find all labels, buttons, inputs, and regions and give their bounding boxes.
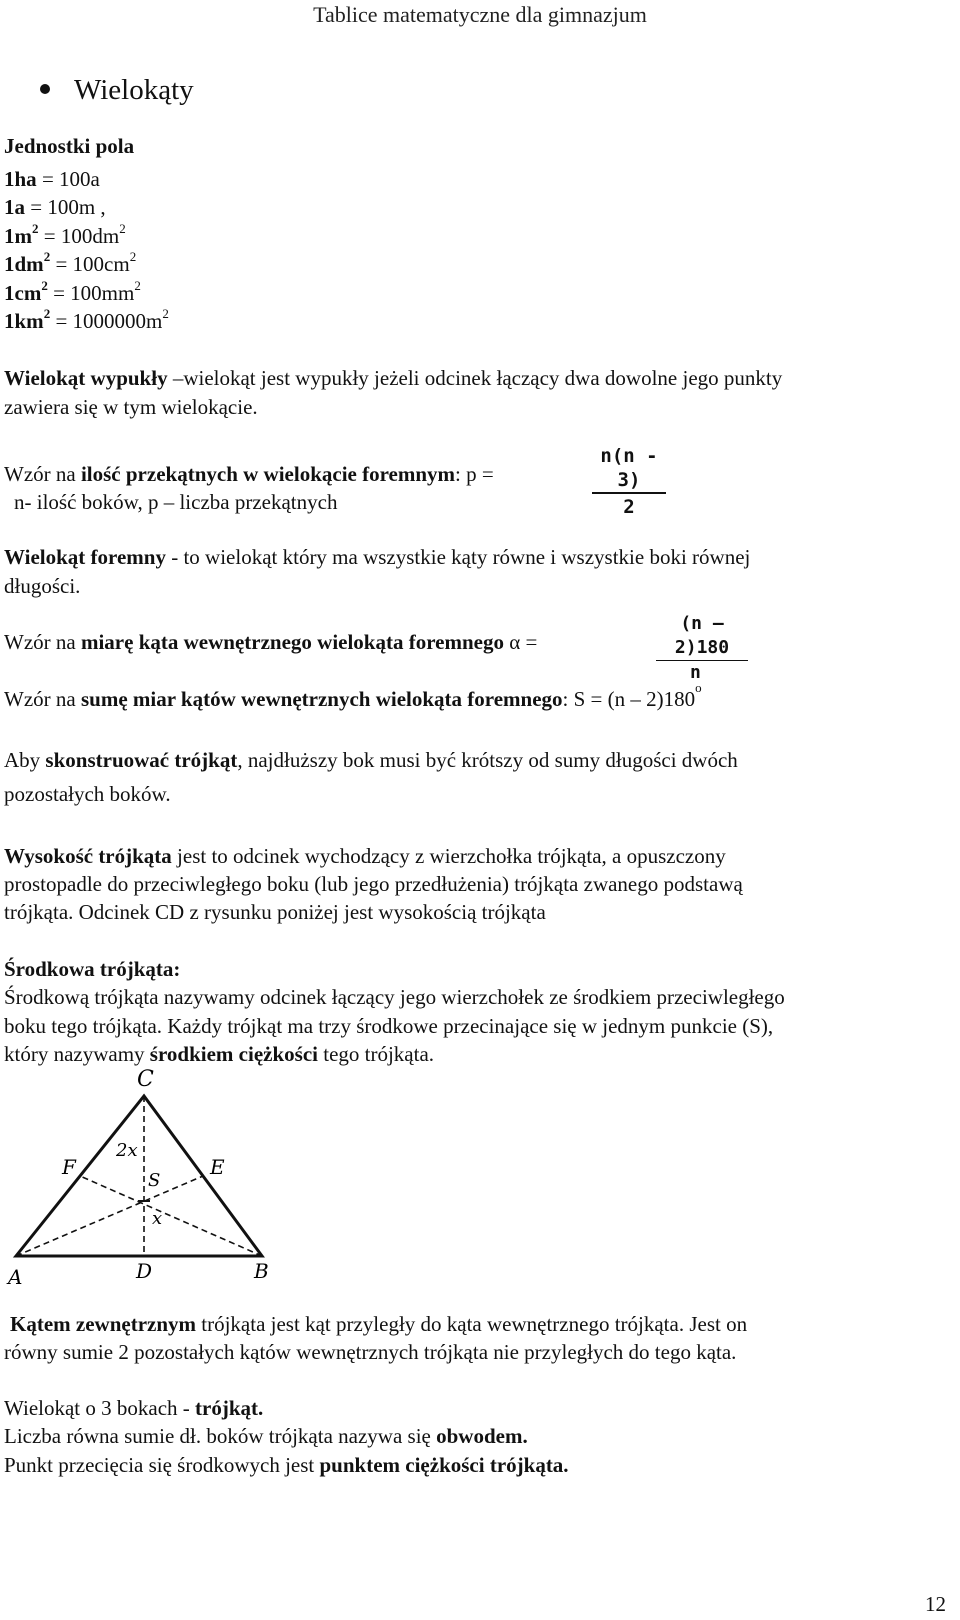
exterior-line2: równy sumie 2 pozostałych kątów wewnętrznych trójkąta nie przyległych do tego kąta. [4, 1340, 737, 1364]
final-line2: Liczba równa sumie dł. boków trójkąta nazywa się obwodem. [4, 1424, 528, 1448]
construct-line1: Aby skonstruować trójkąt, najdłuższy bok musi być krótszy od sumy długości dwóch [4, 748, 738, 772]
height-line1: Wysokość trójkąta jest to odcinek wychodzący z wierzchołka trójkąta, a opuszczony [4, 844, 726, 868]
label-b: B [254, 1259, 269, 1283]
regular-definition-line2: długości. [4, 574, 81, 598]
label-a: A [8, 1265, 23, 1289]
diagonals-numerator: n(n - 3) [592, 444, 666, 494]
median-ae [16, 1176, 203, 1256]
label-2x: 2x [116, 1140, 138, 1161]
final-line3: Punkt przecięcia się środkowych jest punktem ciężkości trójkąta. [4, 1453, 569, 1477]
height-line3: trójkąta. Odcinek CD z rysunku poniżej jest wysokością trójkąta [4, 900, 546, 924]
median-line2: boku tego trójkąta. Każdy trójkąt ma trzy środkowe przecinające się w jednym punkcie (S), [4, 1014, 774, 1038]
convex-definition-line2: zawiera się w tym wielokącie. [4, 395, 258, 419]
section-heading-text: Wielokąty [74, 74, 194, 106]
median-title: Środkowa trójkąta: [4, 957, 181, 981]
label-c: C [137, 1067, 154, 1092]
height-line2: prostopadle do przeciwległego boku (lub jego przedłużenia) trójkąta zwanego podstawą [4, 872, 743, 896]
unit-line-m2: $1m^2 = 100dm^2$ [4, 221, 126, 248]
angle-sum-formula: Wzór na sumę miar kątów wewnętrznych wielokąta foremnego: S = (n – 2)180$^o$ [4, 680, 702, 711]
page-number: 12 [925, 1592, 946, 1616]
angle-numerator: (n – 2)180 [656, 612, 748, 661]
unit-line-ha: 1ha = 100a [4, 167, 100, 191]
diagonals-fraction [592, 444, 666, 520]
diagonals-denominator: 2 [623, 496, 635, 518]
label-x: x [152, 1208, 163, 1229]
page-header: Tablice matematyczne dla gimnazjum [313, 2, 647, 27]
diagonals-formula-text: Wzór na ilość przekątnych w wielokącie foremnym: p = [4, 462, 494, 486]
angle-formula-text: Wzór na miarę kąta wewnętrznego wielokąta foremnego α = [4, 630, 538, 654]
angle-denominator: n [690, 662, 701, 683]
units-title: Jednostki pola [4, 134, 135, 158]
diagonals-legend: n- ilość boków, p – liczba przekątnych [14, 490, 338, 514]
median-line3: który nazywamy środkiem ciężkości tego trójkąta. [4, 1042, 435, 1066]
label-f: F [62, 1155, 76, 1179]
unit-line-a: 1a = 100m , [4, 195, 106, 219]
bullet-icon [40, 84, 50, 94]
triangle-outline [16, 1096, 262, 1256]
unit-line-km2: $1km^2 = 1000000m^2$ [4, 306, 169, 333]
median-bf [80, 1176, 262, 1256]
angle-fraction [656, 612, 748, 685]
section-heading [40, 74, 194, 107]
median-line1: Środkową trójkąta nazywamy odcinek łączący jego wierzchołek ze środkiem przeciwległego [4, 985, 785, 1009]
construct-line2: pozostałych boków. [4, 782, 171, 806]
convex-definition-line1: Wielokąt wypukły –wielokąt jest wypukły jeżeli odcinek łączący dwa dowolne jego punkty [4, 366, 783, 390]
unit-line-dm2: $1dm^2 = 100cm^2$ [4, 249, 137, 276]
unit-line-cm2: $1cm^2 = 100mm^2$ [4, 278, 141, 305]
label-d: D [136, 1259, 153, 1283]
label-s: S [148, 1170, 161, 1191]
exterior-line1: Kątem zewnętrznym trójkąta jest kąt przyległy do kąta wewnętrznego trójkąta. Jest on [10, 1312, 748, 1336]
triangle-medians-figure [6, 1064, 296, 1294]
label-e: E [210, 1155, 225, 1179]
regular-definition-line1: Wielokąt foremny - to wielokąt który ma wszystkie kąty równe i wszystkie boki równej [4, 545, 751, 569]
final-line1: Wielokąt o 3 bokach - trójkąt. [4, 1396, 264, 1420]
